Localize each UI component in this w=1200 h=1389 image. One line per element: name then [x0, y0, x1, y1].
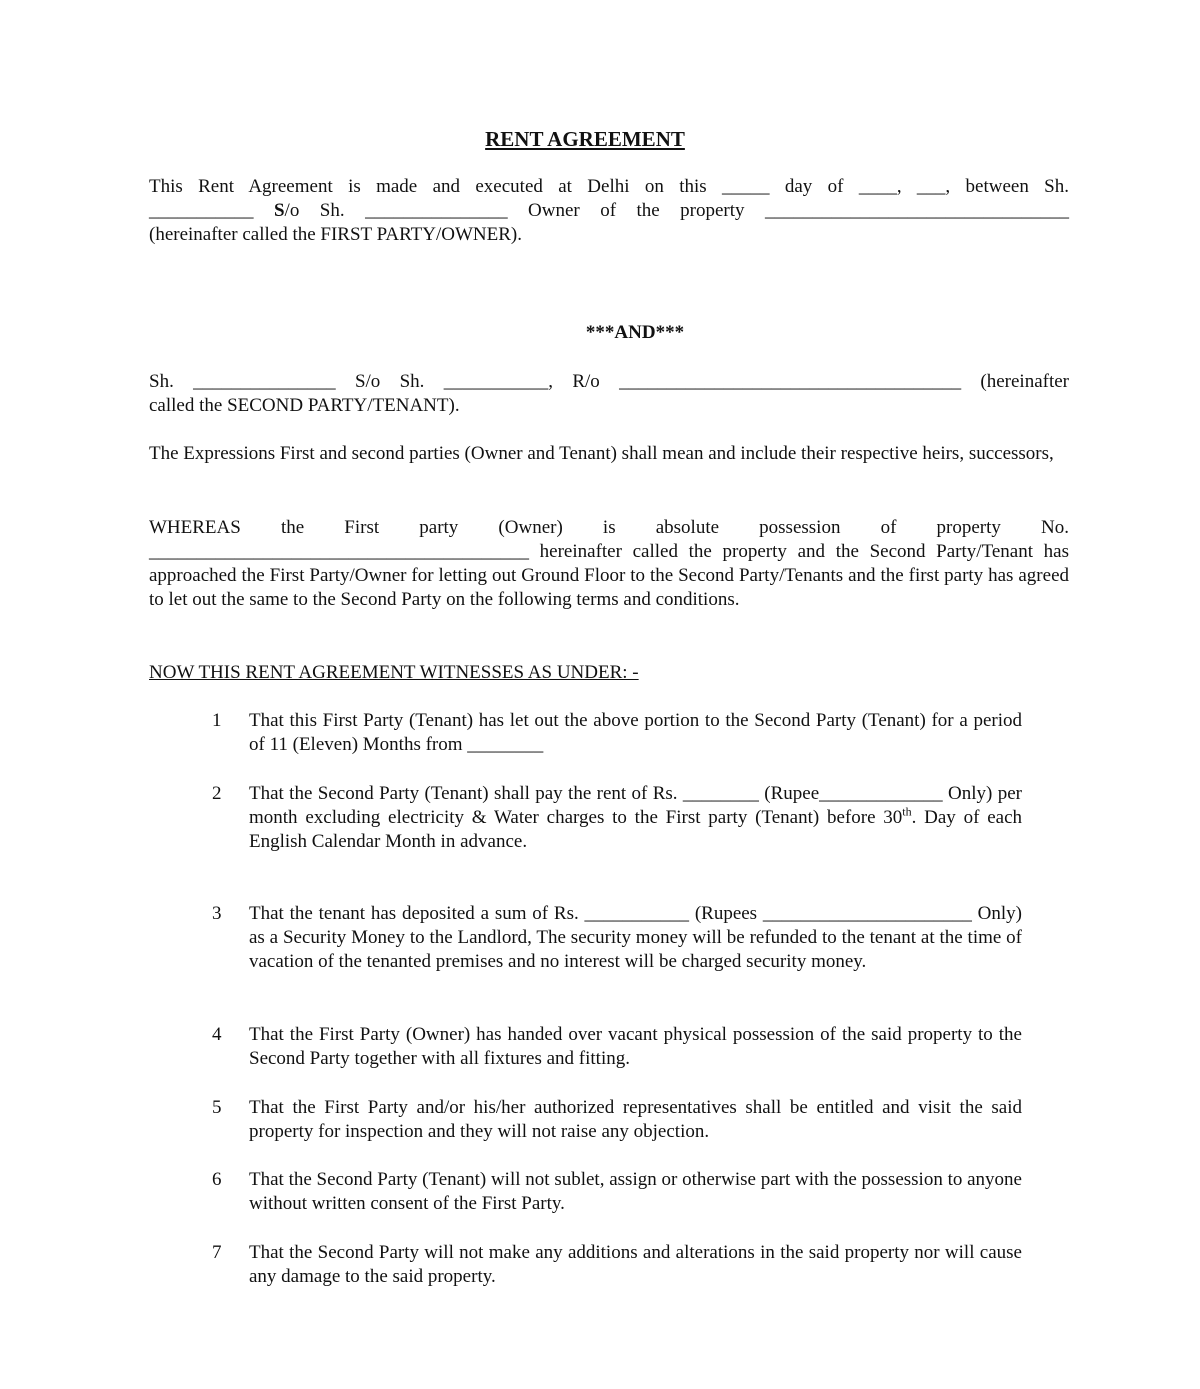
clause-item [200, 902, 1022, 974]
witness-heading: NOW THIS RENT AGREEMENT WITNESSES AS UNDER: - [149, 662, 639, 683]
clause-number: 4 [212, 1024, 222, 1045]
clause-text: That the tenant has deposited a sum of Rs. ___________ (Rupees ______________________ Only) as a Security Money to the Landlord, The security money will be refunded to the tenant at the time of vacation of the tenanted premises and no interest will be charged security money. [249, 903, 1022, 972]
ordinal-superscript: th [902, 804, 912, 819]
clause-text-part: That the Second Party (Tenant) shall pay the rent of Rs. ________ (Rupee_____________ Only) per month excluding electricity & Water charges to the First party (Tenant) before 30 [249, 783, 1022, 828]
clause-item [200, 782, 1022, 854]
clause-text: That the First Party (Owner) has handed over vacant physical possession of the said property to the Second Party together with all fixtures and fitting. [249, 1024, 1022, 1069]
clause-item [200, 1168, 1022, 1216]
clause-text-part: . Day of each English Calendar Month in advance. [249, 807, 1022, 852]
expressions-paragraph: The Expressions First and second parties (Owner and Tenant) shall mean and include their respective heirs, successors, [149, 443, 1054, 464]
clause-item [200, 1096, 1022, 1144]
clause-number: 7 [212, 1242, 222, 1263]
and-separator: ***AND*** [585, 322, 685, 343]
clause-number: 3 [212, 903, 222, 924]
clause-item [200, 1241, 1022, 1289]
clause-item [200, 709, 1022, 757]
clause-number: 6 [212, 1169, 222, 1190]
intro-line-1: This Rent Agreement is made and executed at Delhi on this _____ day of ____, ___, between Sh. [149, 176, 1069, 197]
intro-line-3: (hereinafter called the FIRST PARTY/OWNER). [149, 224, 522, 245]
whereas-paragraph [149, 516, 1069, 612]
clause-item [200, 1023, 1022, 1071]
clause-text: That the Second Party will not make any additions and alterations in the said property nor will cause any damage to the said property. [249, 1242, 1022, 1287]
intro-paragraph [149, 175, 1069, 247]
clause-number: 1 [212, 710, 222, 731]
clause-number: 5 [212, 1097, 222, 1118]
intro-line-2 [149, 199, 1069, 223]
tenant-paragraph [149, 370, 1069, 418]
intro-blank-name: ___________ [149, 200, 274, 221]
clause-number: 2 [212, 783, 222, 804]
tenant-line-2: called the SECOND PARTY/TENANT). [149, 395, 460, 416]
intro-bold-s: S [273, 200, 285, 221]
clause-text: That the First Party and/or his/her authorized representatives shall be entitled and visit the said property for inspection and they will not raise any objection. [249, 1097, 1022, 1142]
whereas-line-1: WHEREAS the First party (Owner) is absolute possession of property No. [149, 517, 1069, 538]
clause-text: That this First Party (Tenant) has let out the above portion to the Second Party (Tenant) for a period of 11 (Eleven) Months from ________ [249, 710, 1022, 755]
clause-text: That the Second Party (Tenant) will not sublet, assign or otherwise part with the possession to anyone without written consent of the First Party. [249, 1169, 1022, 1214]
document-title: RENT AGREEMENT [485, 127, 685, 151]
intro-owner-property: /o Sh. _______________ Owner of the property ________________________________ [284, 200, 1069, 221]
clause-text [249, 782, 1022, 854]
whereas-body: ________________________________________ hereinafter called the property and the Second Party/Tenant has approached the First Party/Owner for letting out Ground Floor to the Second Party/Tenants and the first party has agreed to let out the same to the Second Party on the following terms and conditions. [149, 541, 1069, 610]
tenant-line-1: Sh. _______________ S/o Sh. ___________, R/o ____________________________________ (hereinafter [149, 371, 1069, 392]
